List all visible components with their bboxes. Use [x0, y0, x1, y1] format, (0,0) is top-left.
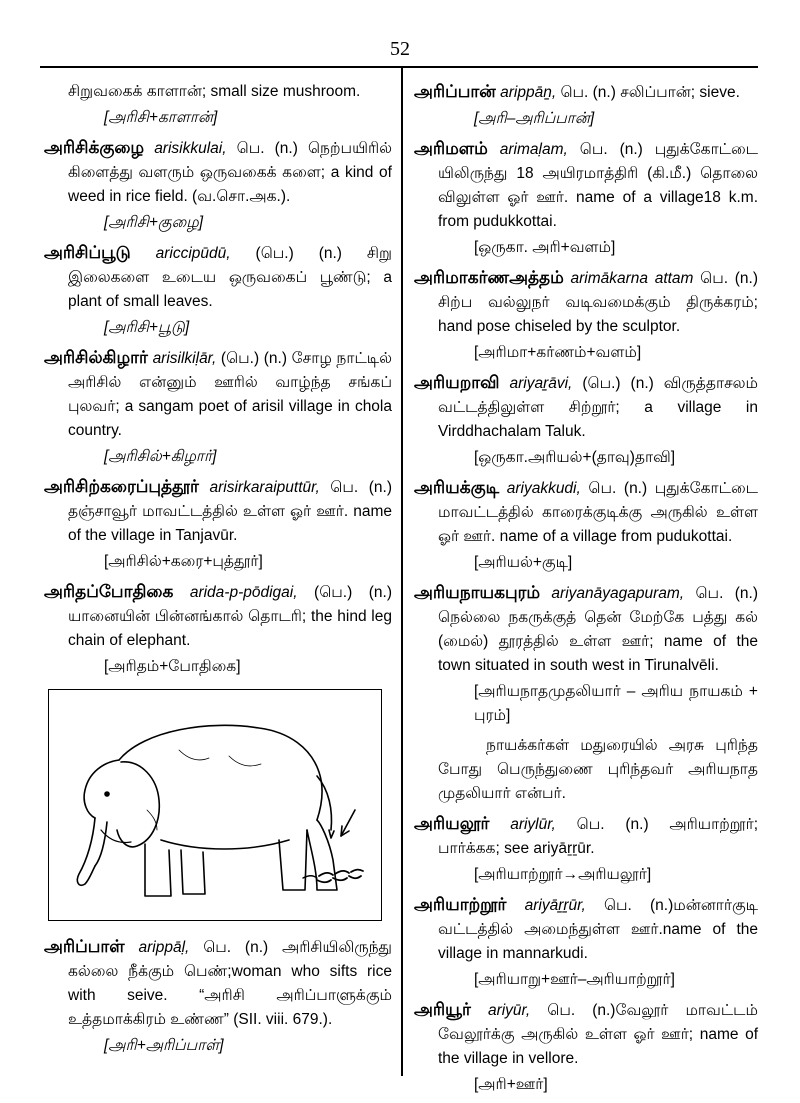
entry-transliteration: ariyūr, [487, 1002, 531, 1019]
dictionary-entry [414, 371, 758, 470]
right-column [414, 80, 758, 1103]
entry-transliteration: ariccipūdū, [155, 245, 231, 262]
entry-body [44, 580, 392, 653]
entry-definition: பெ. (n.) சலிப்பான்; sieve. [560, 84, 740, 101]
entry-transliteration: ariylūr, [510, 816, 556, 833]
entry-transliteration: ariyakkudi, [506, 480, 581, 497]
column-divider [401, 66, 403, 1076]
left-entries [44, 80, 392, 679]
dictionary-entry [44, 80, 392, 130]
entry-etymology: [அரியல்+குடி] [474, 554, 573, 571]
entry-definition: பெ. (n.) தஞ்சாவூர் மாவட்டத்தில் உள்ள ஓர் ஊர். name of the village in Tanjavūr. [68, 479, 392, 544]
entry-transliteration: arisikkulai, [154, 140, 227, 157]
entry-etymology: [அரிசில்+கிழார்] [104, 448, 217, 465]
entry-headword: அரிசிக்குழை [44, 138, 145, 157]
entry-body [414, 371, 758, 444]
entry-body [44, 935, 392, 1032]
dictionary-entry [414, 80, 758, 131]
page-number: 52 [390, 38, 410, 60]
entry-etymology: [அரி+அரிப்பாள்] [104, 1037, 224, 1054]
entry-headword: அரியூர் [414, 1000, 471, 1019]
entry-headword: அரிசிற்கரைப்புத்தூர் [44, 477, 199, 496]
entry-definition: பெ. (n.) அரிசியிலிருந்து கல்லை நீக்கும் பெண்;woman who sifts rice with seive. “அரிசி அரிப்பாளுக்கும் உத்தமாக்கிரம் உண்ண” (SII. viii. 679.). [68, 939, 392, 1028]
entry-headword: அரிப்பாள் [44, 937, 125, 956]
entry-etymology: [அரிமா+கர்ணம்+வளம்] [474, 344, 642, 361]
entry-headword: அரியநாயகபுரம் [414, 583, 541, 602]
dictionary-entry [44, 580, 392, 679]
entry-transliteration: arippāṉ, [500, 84, 557, 101]
entry-headword: அரிமளம் [414, 139, 488, 158]
dictionary-entry [414, 581, 758, 806]
entry-headword: அரிமாகர்ணஅத்தம் [414, 268, 564, 287]
entry-etymology: [ஒருகா. அரி+வளம்] [474, 239, 616, 256]
entry-transliteration: arisilkiḷār, [152, 350, 217, 367]
dictionary-entry [44, 475, 392, 574]
entry-body [44, 136, 392, 209]
entry-transliteration: ariyanāyagapuram, [551, 585, 685, 602]
left-column [44, 80, 392, 1064]
entry-body [414, 998, 758, 1071]
entry-headword: அரிதப்போதிகை [44, 582, 174, 601]
entry-etymology: [அரி+ஊர்] [474, 1076, 548, 1093]
entry-etymology: [அரிசி+குழை] [104, 214, 204, 231]
entry-definition: பெ. (n.) புதுக்கோட்டை மாவட்டத்தில் காரைக்குடிக்கு அருகில் உள்ள ஓர் ஊர். name of a village from pudukottai. [438, 480, 758, 545]
entry-etymology: [அரிசி+பூடு] [104, 319, 190, 336]
entry-etymology: [அரிசில்+கரை+புத்தூர்] [104, 553, 263, 570]
entry-definition: பெ. (n.)வேலூர் மாவட்டம் வேலூர்க்கு அருகில் உள்ள ஓர் ஊர்; name of the village in vellore. [438, 1002, 758, 1067]
entry-headword: அரிசில்கிழார் [44, 348, 148, 367]
dictionary-entry [414, 893, 758, 992]
dictionary-entry [44, 136, 392, 235]
entry-body [414, 266, 758, 339]
entry-etymology: [அரிதம்+போதிகை] [104, 658, 241, 675]
entry-body [44, 475, 392, 548]
dictionary-entry [44, 241, 392, 340]
dictionary-entry [44, 346, 392, 469]
entry-definition: பெ. (n.) சிற்ப வல்லுநர் வடிவமைக்கும் திருக்கரம்; hand pose chiseled by the sculptor. [438, 270, 758, 335]
entry-definition: (பெ.) (n.) விருத்தாசலம் வட்டத்திலுள்ள சிற்றூர்; a village in Virddhachalam Taluk. [438, 375, 758, 440]
entry-headword: அரியக்குடி [414, 478, 500, 497]
entry-definition: பெ. (n.) நெல்லை நகருக்குத் தென் மேற்கே பத்து கல் (மைல்) தூரத்தில் உள்ள ஊர்; name of the town situated in south west in Tirunalvēli. [438, 585, 758, 674]
entry-transliteration: arida-p-pōdigai, [189, 584, 298, 601]
entry-body [414, 893, 758, 966]
entry-body [44, 241, 392, 314]
elephant-figure [48, 689, 382, 921]
entry-etymology: [அரிசி+காளான்] [104, 109, 218, 126]
entry-body [44, 80, 392, 104]
dictionary-entry [414, 266, 758, 365]
entry-body [414, 137, 758, 234]
header-rule [40, 66, 758, 68]
dictionary-entry [414, 812, 758, 887]
entry-definition: (பெ.) (n.) சிறு இலைகளை உடைய ஒருவகைப் பூண்டு; a plant of small leaves. [68, 245, 392, 310]
dictionary-entry [414, 137, 758, 260]
entry-transliteration: arimākarna attam [570, 270, 694, 287]
entry-headword: அரியாற்றூர் [414, 895, 507, 914]
entry-etymology: [அரி–அரிப்பான்] [474, 110, 595, 127]
entry-headword: அரியறாவி [414, 373, 500, 392]
entry-body [414, 476, 758, 549]
right-entries [414, 80, 758, 1097]
entry-transliteration: arimaḷam, [499, 141, 568, 158]
entry-transliteration: arisirkaraiputtūr, [209, 479, 320, 496]
entry-etymology: [அரியாறு+ஊர்–அரியாற்றூர்] [474, 971, 675, 988]
entry-definition: பெ. (n.) புதுக்கோட்டை யிலிருந்து 18 அயிரமாத்திரி (கி.மீ.) தொலை விலுள்ள ஓர் ஊர். name of a village18 k.m. from pudukkottai. [438, 141, 759, 230]
entry-definition: சிறுவகைக் காளான்; small size mushroom. [68, 83, 361, 100]
entry-transliteration: ariyaṟāvi, [509, 375, 573, 392]
entry-headword: அரிசிப்பூடு [44, 243, 131, 262]
entry-body [414, 80, 758, 105]
entry-etymology: [அரியநாதமுதலியார் – அரிய நாயகம் + புரம்] [474, 683, 758, 724]
dictionary-entry [414, 998, 758, 1097]
entry-definition: பெ. (n.) நெற்பயிரில் கிளைத்து வளரும் ஒருவகைக் களை; a kind of weed in rice field. (வ.சொ.அக.). [68, 140, 392, 205]
dictionary-entry [414, 476, 758, 575]
entry-definition: (பெ.) (n.) சோழ நாட்டில் அரிசில் என்னும் ஊரில் வாழ்ந்த சங்கப் புலவர்; a sangam poet of arisil village in chola country. [68, 350, 392, 439]
entry-body [414, 581, 758, 678]
entry-definition: பெ. (n.) அரியாற்றூர்; பார்க்கக; see ariyāṟṟūr. [438, 816, 759, 857]
entry-etymology: [ஒருகா.அரியல்+(தாவு)தாவி] [474, 449, 676, 466]
entry-transliteration: ariyāṟṟūr, [524, 897, 586, 914]
entry-body [44, 346, 392, 443]
entry-transliteration: arippāḷ, [138, 939, 190, 956]
entry-note: நாயக்கர்கள் மதுரையில் அரசு புரிந்த போது பெருந்துணை புரிந்தவர் அரியநாத முதலியார் என்பர். [438, 737, 758, 802]
entry-definition: பெ. (n.)மன்னார்குடி வட்டத்தில் அமைந்துள்ள ஊர்.name of the village in mannarkudi. [438, 897, 759, 962]
entry-body [414, 812, 758, 861]
left-entries-after-figure [44, 935, 392, 1058]
entry-definition: (பெ.) (n.) யானையின் பின்னங்கால் தொடரி; the hind leg chain of elephant. [68, 584, 392, 649]
entry-headword: அரிப்பான் [414, 82, 496, 101]
entry-etymology: [அரியாற்றூர்→அரியலூர்] [474, 866, 652, 883]
dictionary-entry [44, 935, 392, 1058]
elephant-icon [49, 690, 380, 919]
entry-headword: அரியலூர் [414, 814, 490, 833]
